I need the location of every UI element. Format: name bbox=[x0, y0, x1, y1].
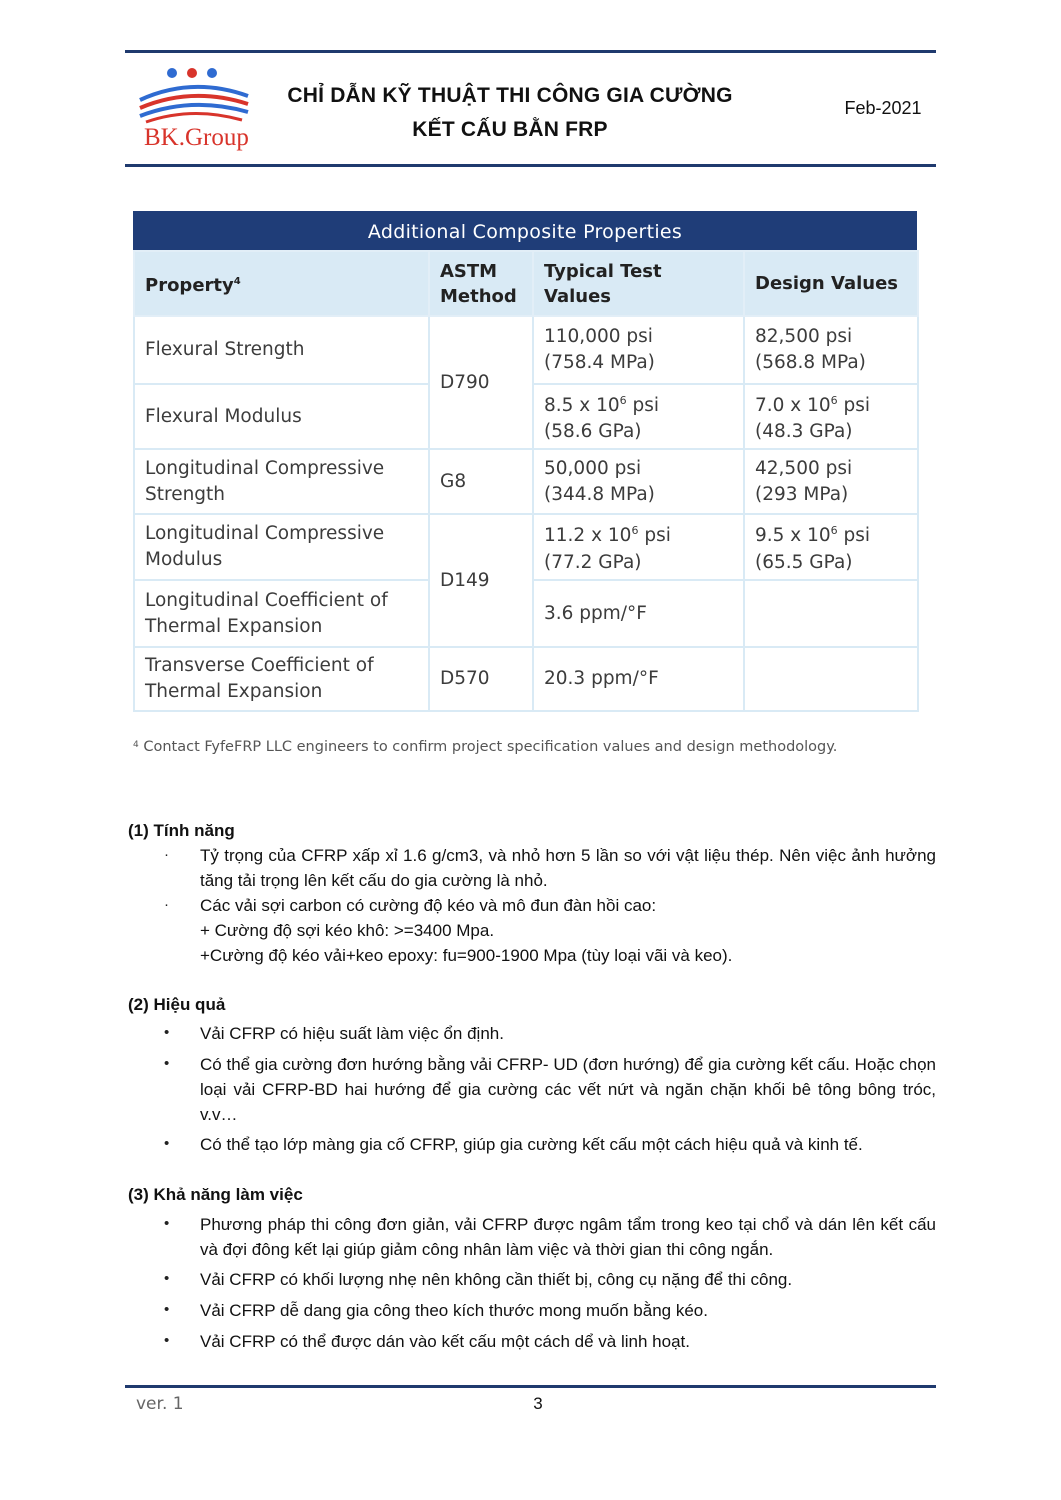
section-title: (3) Khả năng làm việc bbox=[128, 1185, 303, 1204]
list-item: Tỷ trọng của CFRP xấp xỉ 1.6 g/cm3, và nhỏ hơn 5 lần so với vật liệu thép. Nên việc ảnh hưởng tăng tải trọng lên kết cấu do gia cường là nhỏ. bbox=[200, 846, 936, 890]
list-item: Phương pháp thi công đơn giản, vải CFRP được ngâm tẩm trong keo tại chổ và dán lên kết cấu và đợi đông kết lại giúp giảm công nhân làm việc và thời gian thi công ngắn. bbox=[200, 1215, 936, 1259]
cell-design bbox=[744, 580, 918, 647]
header-property: Property$^4$ bbox=[134, 251, 429, 316]
cell-property: Transverse Coefficient of Thermal Expansion bbox=[134, 647, 429, 711]
table-title: Additional Composite Properties bbox=[133, 211, 917, 250]
bullet-icon: • bbox=[164, 1332, 170, 1349]
doc-title-line1: CHỈ DẪN KỸ THUẬT THI CÔNG GIA CƯỜNG bbox=[287, 84, 733, 107]
doc-title-line2: KẾT CẤU BẰN FRP bbox=[412, 118, 608, 141]
table-header-row bbox=[134, 251, 918, 316]
bullet-icon: · bbox=[164, 846, 169, 863]
table-row bbox=[134, 449, 918, 514]
list-item: Vải CFRP có thể được dán vào kết cấu một cách dể và linh hoạt. bbox=[200, 1332, 690, 1351]
header-design: Design Values bbox=[744, 251, 918, 316]
cell-typical: 3.6 ppm/°F bbox=[533, 580, 744, 647]
cell-design bbox=[744, 647, 918, 711]
header-bottom-rule bbox=[125, 164, 936, 167]
cell-astm: D149 bbox=[429, 514, 533, 647]
table-footnote: $^4$ Contact FyfeFRP LLC engineers to confirm project specification values and design methodology. bbox=[133, 739, 838, 755]
cell-property: Longitudinal Compressive Strength bbox=[134, 449, 429, 514]
bullet-icon: • bbox=[164, 1270, 170, 1287]
bullet-icon: • bbox=[164, 1301, 170, 1318]
bk-group-logo bbox=[136, 62, 254, 158]
cell-property: Longitudinal Compressive Modulus bbox=[134, 514, 429, 580]
cell-typical: 110,000 psi (758.4 MPa) bbox=[533, 316, 744, 384]
logo-text: BK.Group bbox=[144, 124, 249, 151]
header-top-rule bbox=[125, 50, 936, 53]
table-row bbox=[134, 514, 918, 580]
list-subitem: + Cường độ sợi kéo khô: >=3400 Mpa. bbox=[200, 921, 495, 940]
cell-design: 42,500 psi (293 MPa) bbox=[744, 449, 918, 514]
page-number: 3 bbox=[533, 1394, 543, 1413]
properties-grid bbox=[133, 250, 919, 712]
cell-design: 9.5 x $10^6$ psi (65.5 GPa) bbox=[744, 514, 918, 580]
composite-properties-table bbox=[133, 211, 917, 712]
bullet-icon: • bbox=[164, 1135, 170, 1152]
list-subitem: +Cường độ kéo vải+keo epoxy: fu=900-1900 Mpa (tùy loại vãi và keo). bbox=[200, 946, 733, 965]
section-title: (2) Hiệu quả bbox=[128, 995, 226, 1014]
cell-typical: 50,000 psi (344.8 MPa) bbox=[533, 449, 744, 514]
cell-design: 7.0 x $10^6$ psi (48.3 GPa) bbox=[744, 384, 918, 449]
bullet-icon: • bbox=[164, 1215, 170, 1232]
bullet-icon: • bbox=[164, 1024, 170, 1041]
cell-design: 82,500 psi (568.8 MPa) bbox=[744, 316, 918, 384]
cell-typical: 8.5 x $10^6$ psi (58.6 GPa) bbox=[533, 384, 744, 449]
list-item: Vải CFRP dễ dang gia công theo kích thước mong muốn bằng kéo. bbox=[200, 1301, 708, 1320]
cell-property: Longitudinal Coefficient of Thermal Expansion bbox=[134, 580, 429, 647]
header-astm: ASTM Method bbox=[429, 251, 533, 316]
list-item: Có thể tạo lớp màng gia cố CFRP, giúp gia cường kết cấu một cách hiệu quả và kinh tế. bbox=[200, 1135, 863, 1154]
cell-astm: D790 bbox=[429, 316, 533, 449]
list-item: Vải CFRP có hiệu suất làm việc ổn định. bbox=[200, 1024, 504, 1043]
section-title: (1) Tính năng bbox=[128, 821, 235, 840]
cell-property: Flexural Strength bbox=[134, 316, 429, 384]
list-item: Vải CFRP có khối lượng nhẹ nên không cần thiết bị, công cụ nặng để thi công. bbox=[200, 1270, 793, 1289]
list-item: Các vải sợi carbon có cường độ kéo và mô đun đàn hồi cao: bbox=[200, 896, 657, 915]
cell-astm: G8 bbox=[429, 449, 533, 514]
table-row bbox=[134, 647, 918, 711]
cell-typical: 11.2 x $10^6$ psi (77.2 GPa) bbox=[533, 514, 744, 580]
footer-rule bbox=[125, 1385, 936, 1388]
bullet-icon: · bbox=[164, 896, 169, 913]
cell-astm: D570 bbox=[429, 647, 533, 711]
page-header bbox=[0, 0, 1061, 170]
table-row bbox=[134, 316, 918, 384]
doc-date: Feb-2021 bbox=[844, 98, 922, 118]
header-typical: Typical Test Values bbox=[533, 251, 744, 316]
cell-property: Flexural Modulus bbox=[134, 384, 429, 449]
footer-version: ver. 1 bbox=[136, 1394, 184, 1414]
cell-typical: 20.3 ppm/°F bbox=[533, 647, 744, 711]
list-item: Có thể gia cường đơn hướng bằng vải CFRP- UD (đơn hướng) để gia cường kết cấu. Hoặc chọn loại vải CFRP-BD hai hướng để gia cường các vết nứt và ngăn chặn khối bê tông bông tróc, v.v… bbox=[200, 1055, 936, 1124]
bullet-icon: • bbox=[164, 1055, 170, 1072]
